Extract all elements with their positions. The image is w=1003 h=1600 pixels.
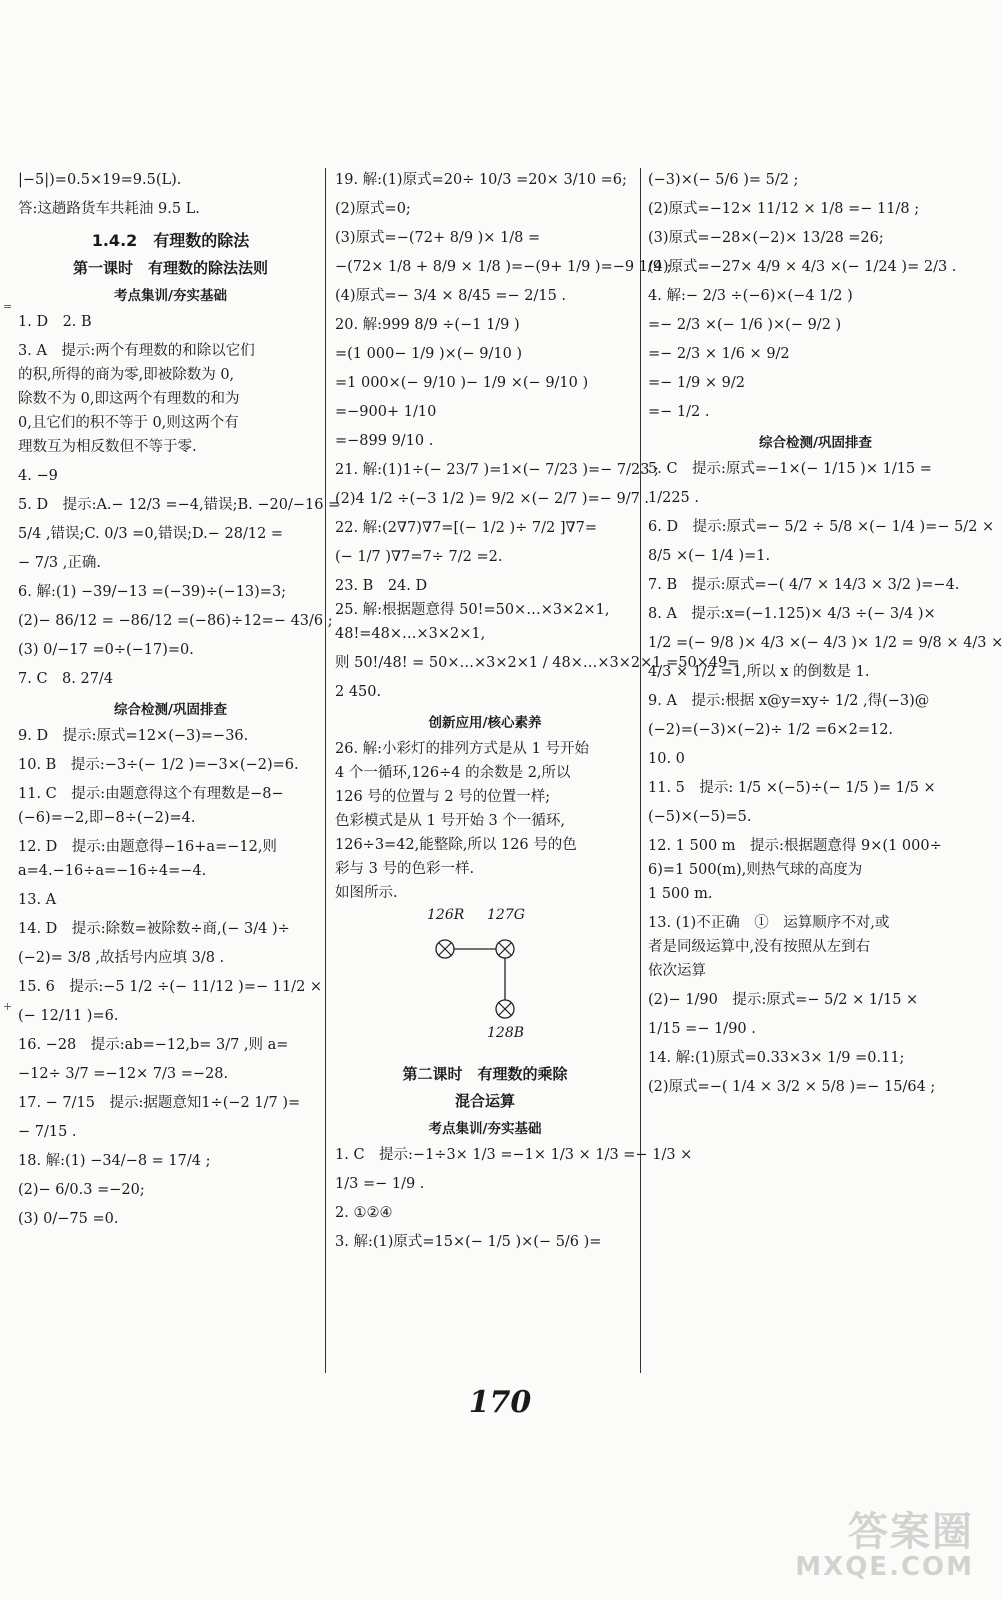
answer-line: 25. 解:根据题意得 50!=50×…×3×2×1, — [335, 602, 610, 618]
answer-line: 2. ①②④ — [335, 1205, 393, 1221]
subsection-heading: 综合检测/巩固排查 — [114, 702, 227, 718]
answer-line: 4/3 × 1/2 =1,所以 x 的倒数是 1. — [648, 664, 870, 680]
answer-line: =(1 000− 1/9 )×(− 9/10 ) — [335, 346, 523, 362]
answer-line: (3)原式=−(72+ 8/9 )× 1/8 = — [335, 230, 541, 246]
section-title: 1.4.2 有理数的除法 — [91, 231, 250, 250]
answer-line: 3. A 提示:两个有理数的和除以它们 — [18, 343, 255, 359]
answer-line: 0,且它们的积不等于 0,则这两个有 — [18, 415, 239, 431]
answer-line: − 7/3 ,正确. — [18, 555, 101, 571]
subsection-heading: 考点集训/夯实基础 — [428, 1121, 542, 1137]
lamp-label-127: 127G — [487, 907, 525, 923]
answer-line: 的积,所得的商为零,即被除数为 0, — [18, 367, 235, 383]
subsection-heading: 考点集训/夯实基础 — [114, 288, 227, 304]
lamp-128-icon — [496, 1000, 514, 1018]
answer-line: (4)原式=−27× 4/9 × 4/3 ×(− 1/24 )= 2/3 . — [648, 259, 957, 275]
column-divider-2 — [640, 168, 641, 1373]
lesson-title: 第二课时 有理数的乘除 — [402, 1065, 568, 1083]
lesson-title: 第一课时 有理数的除法法则 — [72, 259, 268, 277]
answer-line: (2)− 1/90 提示:原式=− 5/2 × 1/15 × — [648, 992, 919, 1008]
watermark-text: 答案圈 — [848, 1509, 974, 1555]
answer-line: 16. −28 提示:ab=−12,b= 3/7 ,则 a= — [18, 1037, 289, 1053]
answer-line: 10. B 提示:−3÷(− 1/2 )=−3×(−2)=6. — [18, 757, 299, 773]
answer-line: (2)− 86/12 = −86/12 =(−86)÷12=− 43/6 ; — [18, 613, 333, 629]
answer-line: 2 450. — [335, 684, 382, 700]
answer-line: 1 500 m. — [648, 886, 713, 902]
answer-line: 4. 解:− 2/3 ÷(−6)×(−4 1/2 ) — [648, 288, 853, 304]
answer-column-1 — [18, 170, 341, 1370]
answer-line: 19. 解:(1)原式=20÷ 10/3 =20× 3/10 =6; — [335, 172, 627, 188]
answer-line: (4)原式=− 3/4 × 8/45 =− 2/15 . — [335, 288, 567, 304]
answer-line: (2)原式=−( 1/4 × 3/2 × 5/8 )=− 15/64 ; — [648, 1079, 936, 1095]
answer-line: |−5|)=0.5×19=9.5(L). — [18, 172, 182, 188]
answer-line: =− 1/9 × 9/2 — [648, 375, 745, 391]
lamp-126-icon — [436, 940, 454, 958]
lamp-diagram — [335, 907, 635, 1057]
answer-line: 3. 解:(1)原式=15×(− 1/5 )×(− 5/6 )= — [335, 1234, 602, 1250]
answer-line: 20. 解:999 8/9 ÷(−1 1/9 ) — [335, 317, 520, 333]
answer-line: 26. 解:小彩灯的排列方式是从 1 号开始 — [335, 741, 589, 757]
answer-line: 5/4 ,错误;C. 0/3 =0,错误;D.− 28/12 = — [18, 526, 284, 542]
answer-line: 8/5 ×(− 1/4 )=1. — [648, 548, 771, 564]
page-number: 170 — [468, 1385, 532, 1420]
answer-line: 15. 6 提示:−5 1/2 ÷(− 11/12 )=− 11/2 × — [18, 979, 323, 995]
answer-line: (2)原式=−12× 11/12 × 1/8 =− 11/8 ; — [648, 201, 920, 217]
answer-line: (− 12/11 )=6. — [18, 1008, 119, 1024]
answer-line: 1/15 =− 1/90 . — [648, 1021, 756, 1037]
answer-line: (2)− 6/0.3 =−20; — [18, 1182, 145, 1198]
answer-line: 9. D 提示:原式=12×(−3)=−36. — [18, 728, 249, 744]
answer-line: (2)原式=0; — [335, 201, 411, 217]
answer-line: 答:这趟路货车共耗油 9.5 L. — [18, 201, 200, 217]
answer-line: 4. −9 — [18, 468, 58, 484]
answer-line: (−2)=(−3)×(−2)÷ 1/2 =6×2=12. — [648, 722, 894, 738]
answer-line: 除数不为 0,即这两个有理数的和为 — [18, 391, 240, 407]
answer-line: 21. 解:(1)1÷(− 23/7 )=1×(− 7/23 )=− 7/23 ; — [335, 462, 659, 478]
watermark-logo — [774, 1500, 974, 1582]
answer-column-3 — [648, 170, 1003, 1370]
answer-line: (3) 0/−17 =0÷(−17)=0. — [18, 642, 194, 658]
answer-line: 7. B 提示:原式=−( 4/7 × 14/3 × 3/2 )=−4. — [648, 577, 960, 593]
binding-edge-mark: + — [3, 1000, 13, 1013]
answer-line: 1/3 =− 1/9 . — [335, 1176, 425, 1192]
answer-line: 14. 解:(1)原式=0.33×3× 1/9 =0.11; — [648, 1050, 905, 1066]
binding-edge-mark: = — [3, 300, 13, 313]
answer-line: a=4.−16÷a=−16÷4=−4. — [18, 863, 207, 879]
answer-line: (−2)= 3/8 ,故括号内应填 3/8 . — [18, 950, 225, 966]
answer-line: =− 2/3 ×(− 1/6 )×(− 9/2 ) — [648, 317, 842, 333]
answer-line: =−900+ 1/10 — [335, 404, 437, 420]
lamp-label-128: 128B — [487, 1025, 525, 1041]
answer-line: 1. C 提示:−1÷3× 1/3 =−1× 1/3 × 1/3 =− 1/3 × — [335, 1147, 693, 1163]
answer-line: 7. C 8. 27/4 — [18, 671, 114, 687]
answer-line: 理数互为相反数但不等于零. — [18, 439, 197, 455]
answer-line: (− 1/7 )∇7=7÷ 7/2 =2. — [335, 549, 503, 565]
answer-line: 48!=48×…×3×2×1, — [335, 626, 486, 642]
column-divider-1 — [325, 168, 326, 1373]
lamp-label-126: 126R — [427, 907, 465, 923]
answer-line: 8. A 提示:x=(−1.125)× 4/3 ÷(− 3/4 )× — [648, 606, 936, 622]
answer-line: 色彩模式是从 1 号开始 3 个一循环, — [335, 813, 565, 829]
answer-line: 22. 解:(2∇7)∇7=[(− 1/2 )÷ 7/2 ]∇7= — [335, 520, 597, 536]
answer-line: 18. 解:(1) −34/−8 = 17/4 ; — [18, 1153, 211, 1169]
subsection-heading: 综合检测/巩固排查 — [759, 435, 872, 451]
lamp-diagram-svg — [425, 929, 545, 1039]
answer-line: −(72× 1/8 + 8/9 × 1/8 )=−(9+ 1/9 )=−9 1/9 ; — [335, 259, 672, 275]
answer-line: 1/225 . — [648, 490, 700, 506]
answer-line: 14. D 提示:除数=被除数÷商,(− 3/4 )÷ — [18, 921, 290, 937]
answer-line: 则 50!/48! = 50×…×3×2×1 / 48×…×3×2×1 =50×49= — [335, 655, 740, 671]
answer-line: =− 1/2 . — [648, 404, 710, 420]
answer-line: 11. C 提示:由题意得这个有理数是−8− — [18, 786, 284, 802]
answer-line: 126 号的位置与 2 号的位置一样; — [335, 789, 551, 805]
watermark-url: MXQE.COM — [795, 1552, 974, 1582]
answer-line: −12÷ 3/7 =−12× 7/3 =−28. — [18, 1066, 229, 1082]
answer-line: 12. D 提示:由题意得−16+a=−12,则 — [18, 839, 277, 855]
lesson-title-cont: 混合运算 — [454, 1092, 515, 1110]
answer-line: 者是同级运算中,没有按照从左到右 — [648, 939, 871, 955]
answer-line: =1 000×(− 9/10 )− 1/9 ×(− 9/10 ) — [335, 375, 589, 391]
answer-line: (3)原式=−28×(−2)× 13/28 =26; — [648, 230, 884, 246]
answer-line: =−899 9/10 . — [335, 433, 434, 449]
answer-line: (−3)×(− 5/6 )= 5/2 ; — [648, 172, 799, 188]
answer-line: 如图所示. — [335, 885, 398, 901]
answer-line: 6. 解:(1) −39/−13 =(−39)÷(−13)=3; — [18, 584, 287, 600]
answer-line: 依次运算 — [648, 963, 706, 979]
answer-line: 6)=1 500(m),则热气球的高度为 — [648, 862, 863, 878]
answer-line: 1. D 2. B — [18, 314, 92, 330]
answer-line: 17. − 7/15 提示:据题意知1÷(−2 1/7 )= — [18, 1095, 301, 1111]
answer-line: 13. A — [18, 892, 57, 908]
answer-line: 126÷3=42,能整除,所以 126 号的色 — [335, 837, 577, 853]
answer-line: 10. 0 — [648, 751, 685, 767]
subsection-heading: 创新应用/核心素养 — [428, 715, 542, 731]
answer-line: 9. A 提示:根据 x@y=xy÷ 1/2 ,得(−3)@ — [648, 693, 930, 709]
answer-line: =− 2/3 × 1/6 × 9/2 — [648, 346, 790, 362]
answer-line: (−6)=−2,即−8÷(−2)=4. — [18, 810, 196, 826]
answer-line: 12. 1 500 m 提示:根据题意得 9×(1 000÷ — [648, 838, 942, 854]
answer-line: − 7/15 . — [18, 1124, 77, 1140]
answer-line: (2)4 1/2 ÷(−3 1/2 )= 9/2 ×(− 2/7 )=− 9/7 . — [335, 491, 650, 507]
answer-line: 5. C 提示:原式=−1×(− 1/15 )× 1/15 = — [648, 461, 932, 477]
answer-line: 23. B 24. D — [335, 578, 428, 594]
answer-line: 13. (1)不正确 ① 运算顺序不对,或 — [648, 915, 890, 931]
answer-line: (3) 0/−75 =0. — [18, 1211, 119, 1227]
answer-line: 彩与 3 号的色彩一样. — [335, 861, 475, 877]
answer-line: 4 个一循环,126÷4 的余数是 2,所以 — [335, 765, 571, 781]
answer-line: 6. D 提示:原式=− 5/2 ÷ 5/8 ×(− 1/4 )=− 5/2 × — [648, 519, 995, 535]
answer-line: 5. D 提示:A.− 12/3 =−4,错误;B. −20/−16 = — [18, 497, 341, 513]
answer-line: 1/2 =(− 9/8 )× 4/3 ×(− 4/3 )× 1/2 = 9/8 × 4/3 × — [648, 635, 1003, 651]
answer-line: (−5)×(−5)=5. — [648, 809, 752, 825]
lamp-127-icon — [496, 940, 514, 958]
answer-line: 11. 5 提示: 1/5 ×(−5)÷(− 1/5 )= 1/5 × — [648, 780, 936, 796]
